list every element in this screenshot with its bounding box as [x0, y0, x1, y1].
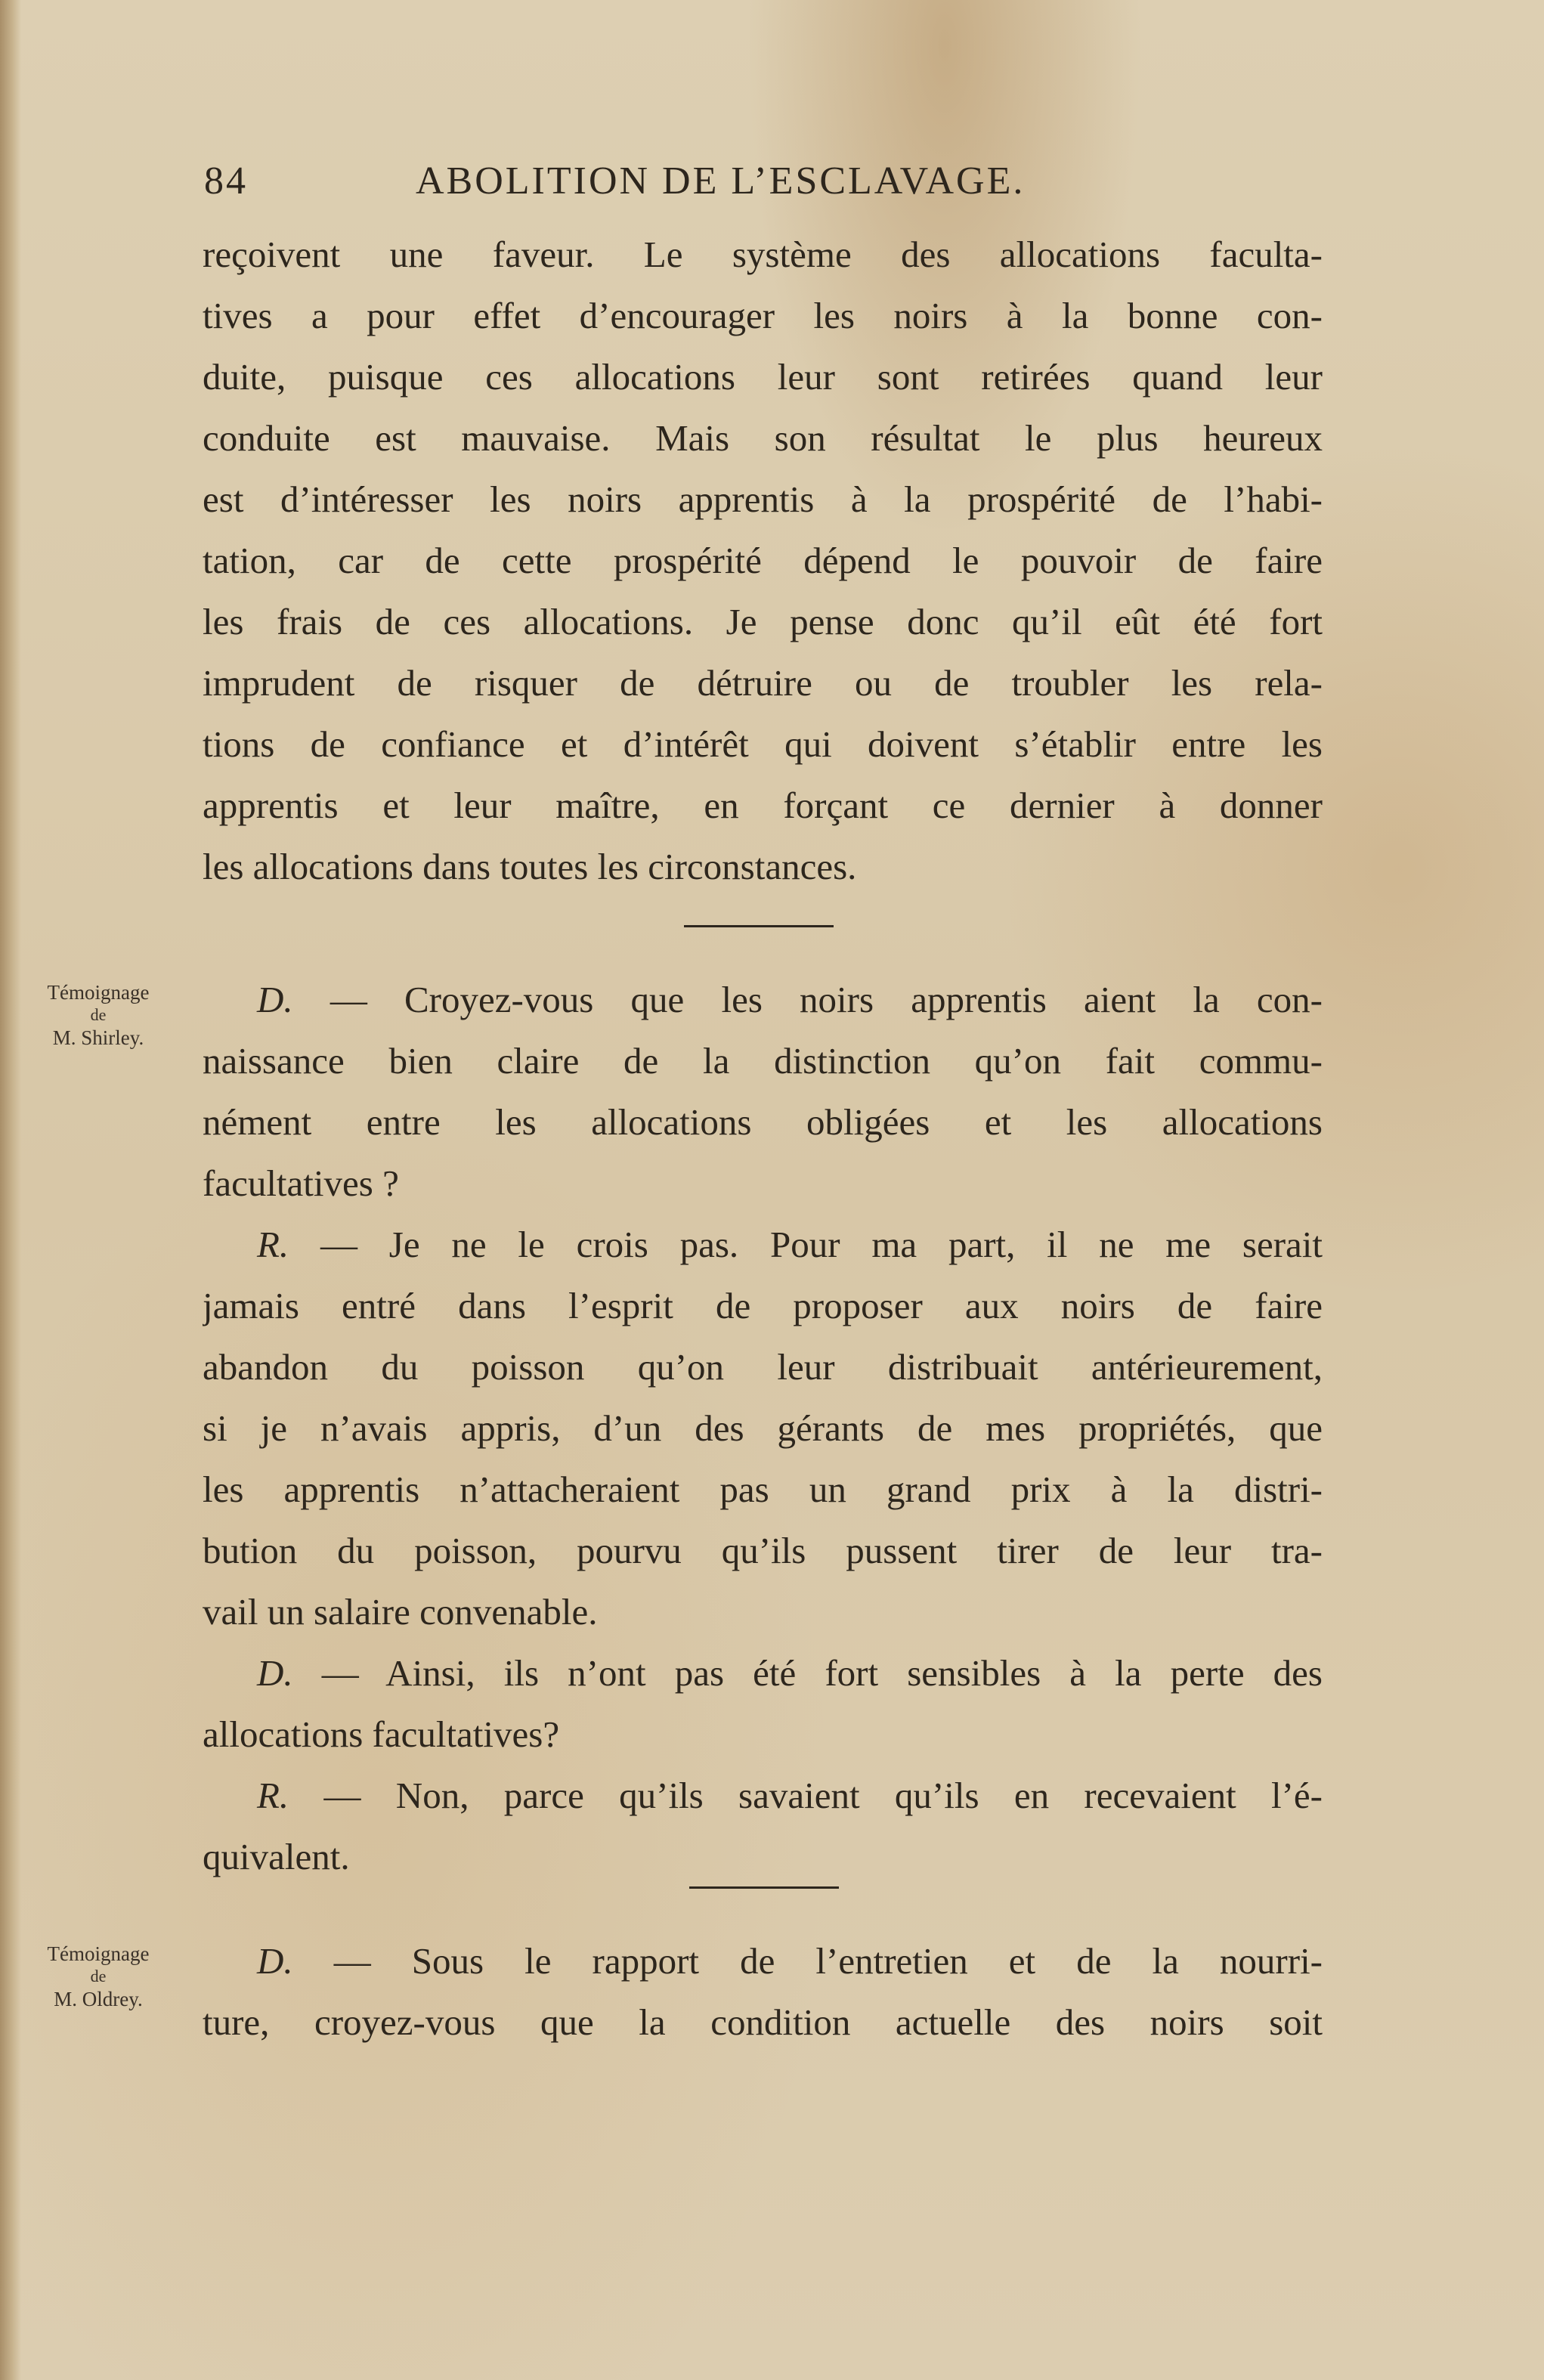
margin-note-line: Témoignage [47, 1942, 150, 1965]
page-header [204, 159, 1323, 212]
question-label: D. [257, 1940, 293, 1982]
text-line: allocations facultatives? [203, 1713, 560, 1755]
answer-label: R. [257, 1775, 289, 1816]
page-number: 84 [204, 159, 248, 203]
margin-note-line: de [90, 1967, 107, 1985]
text-line: est d’intéresser les noirs apprentis à la prospérité de l’habi- [203, 478, 1323, 520]
margin-note-line: M. Oldrey. [54, 1988, 143, 2010]
text-line: si je n’avais appris, d’un des gérants de mes propriétés, que [203, 1407, 1323, 1449]
margin-note-shirley [23, 981, 174, 1049]
text-line: facultatives ? [203, 1162, 399, 1204]
question-line [203, 969, 1323, 1030]
answer-line [203, 1214, 1323, 1275]
text-line: jamais entré dans l’esprit de proposer aux noirs de faire [203, 1285, 1323, 1326]
margin-note-line: Témoignage [47, 981, 150, 1004]
text-line: conduite est mauvaise. Mais son résultat le plus heureux [203, 417, 1323, 459]
text-line: reçoivent une faveur. Le système des allocations faculta- [203, 234, 1323, 275]
section-divider [684, 925, 834, 927]
text-line: tives a pour effet d’encourager les noirs à la bonne con- [203, 295, 1323, 336]
question-label: D. [257, 979, 293, 1020]
text-line: tions de confiance et d’intérêt qui doivent s’établir entre les [203, 723, 1323, 765]
testimony-oldrey [203, 1930, 1323, 2053]
running-title: ABOLITION DE L’ESCLAVAGE. [416, 159, 1026, 203]
text-line: apprentis et leur maître, en forçant ce dernier à donner [203, 785, 1323, 826]
text-line: ture, croyez-vous que la condition actuelle des noirs soit [203, 2001, 1323, 2043]
text-line: naissance bien claire de la distinction qu’on fait commu- [203, 1040, 1323, 1082]
text-line: quivalent. [203, 1836, 350, 1877]
answer-text: — Non, parce qu’ils savaient qu’ils en recevaient l’é- [323, 1775, 1323, 1816]
question-line [203, 1930, 1323, 1992]
text-line: abandon du poisson qu’on leur distribuait antérieurement, [203, 1346, 1323, 1388]
text-line: vail un salaire convenable. [203, 1591, 598, 1633]
text-line: tation, car de cette prospérité dépend le pouvoir de faire [203, 540, 1323, 581]
question-text: — Ainsi, ils n’ont pas été fort sensibles à la perte des [321, 1652, 1323, 1694]
margin-note-line: M. Shirley. [52, 1026, 144, 1049]
question-label: D. [257, 1652, 293, 1694]
question-text: — Croyez-vous que les noirs apprentis aient la con- [330, 979, 1323, 1020]
margin-note-oldrey [23, 1942, 174, 2010]
text-line: les allocations dans toutes les circonstances. [203, 846, 857, 887]
text-line: imprudent de risquer de détruire ou de troubler les rela- [203, 662, 1323, 704]
section-divider [689, 1886, 839, 1889]
text-line: les frais de ces allocations. Je pense donc qu’il eût été fort [203, 601, 1323, 642]
answer-label: R. [257, 1224, 289, 1265]
text-line: les apprentis n’attacheraient pas un grand prix à la distri- [203, 1469, 1323, 1510]
testimony-shirley [203, 969, 1323, 1887]
paragraph-allocations [203, 224, 1323, 897]
question-text: — Sous le rapport de l’entretien et de la nourri- [333, 1940, 1323, 1982]
page-binding-edge [0, 0, 21, 2380]
text-line: nément entre les allocations obligées et les allocations [203, 1101, 1323, 1143]
answer-line [203, 1765, 1323, 1826]
text-line: duite, puisque ces allocations leur sont retirées quand leur [203, 356, 1323, 398]
margin-note-line: de [90, 1005, 107, 1024]
question-line [203, 1642, 1323, 1704]
answer-text: — Je ne le crois pas. Pour ma part, il ne me serait [320, 1224, 1323, 1265]
text-line: bution du poisson, pourvu qu’ils pussent tirer de leur tra- [203, 1530, 1323, 1571]
